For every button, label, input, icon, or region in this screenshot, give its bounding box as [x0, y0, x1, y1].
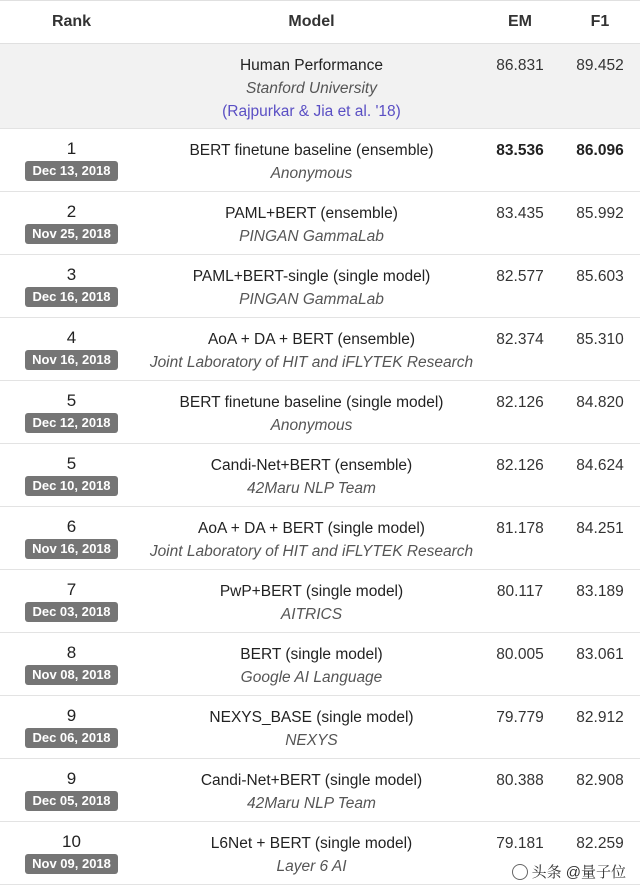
rank-number: 5	[66, 454, 77, 473]
model-organization: Anonymous	[270, 417, 353, 434]
rank-number: 3	[66, 265, 77, 284]
em-score: 83.435	[496, 205, 544, 222]
table-row	[0, 570, 640, 633]
model-organization: 42Maru NLP Team	[247, 480, 376, 497]
submission-date-badge: Nov 08, 2018	[25, 665, 118, 685]
model-name[interactable]: Candi-Net+BERT (single model)	[200, 772, 423, 789]
model-organization: Stanford University	[246, 80, 377, 97]
model-name: Human Performance	[239, 57, 383, 74]
rank-cell	[0, 318, 143, 380]
table-row	[0, 507, 640, 570]
rank-number: 10	[62, 832, 81, 851]
model-cell	[143, 633, 480, 695]
rank-number: 8	[66, 643, 77, 662]
submission-date-badge: Nov 25, 2018	[25, 224, 118, 244]
submission-date-badge: Dec 12, 2018	[25, 413, 117, 433]
model-cell	[143, 318, 480, 380]
model-organization: NEXYS	[285, 732, 338, 749]
submission-date-badge: Dec 03, 2018	[25, 602, 117, 622]
model-cell	[143, 192, 480, 254]
model-cell	[143, 570, 480, 632]
f1-score: 84.251	[576, 520, 624, 537]
f1-score: 83.061	[576, 646, 624, 663]
model-name[interactable]: PAML+BERT-single (single model)	[192, 268, 431, 285]
model-cell	[143, 444, 480, 506]
model-name[interactable]: L6Net + BERT (single model)	[210, 835, 413, 852]
rank-number: 1	[66, 139, 77, 158]
submission-date-badge: Nov 16, 2018	[25, 539, 118, 559]
f1-score: 84.624	[576, 457, 624, 474]
em-score: 79.181	[496, 835, 544, 852]
model-cell	[143, 759, 480, 821]
table-row	[0, 444, 640, 507]
rank-number: 2	[66, 202, 77, 221]
rank-column-header[interactable]: Rank	[51, 13, 92, 30]
f1-score: 89.452	[576, 57, 624, 74]
model-cell	[143, 696, 480, 758]
submission-date-badge: Dec 13, 2018	[25, 161, 117, 181]
em-score: 80.005	[496, 646, 544, 663]
leaderboard-rows	[0, 129, 640, 885]
table-row	[0, 129, 640, 192]
model-cell	[143, 507, 480, 569]
watermark-text: 头条 @量子位	[531, 864, 626, 881]
model-name[interactable]: PAML+BERT (ensemble)	[225, 205, 398, 222]
em-score: 86.831	[496, 57, 544, 74]
rank-number: 9	[66, 769, 77, 788]
submission-date-badge: Dec 06, 2018	[25, 728, 117, 748]
f1-score: 84.820	[576, 394, 624, 411]
rank-cell	[0, 192, 143, 254]
watermark	[512, 861, 626, 882]
f1-score: 85.310	[576, 331, 624, 348]
rank-number: 5	[66, 391, 77, 410]
rank-number: 7	[66, 580, 77, 599]
rank-cell	[0, 444, 143, 506]
model-organization: PINGAN GammaLab	[239, 291, 384, 308]
model-name[interactable]: PwP+BERT (single model)	[219, 583, 404, 600]
table-row	[0, 381, 640, 444]
f1-score: 82.912	[576, 709, 624, 726]
model-name[interactable]: AoA + DA + BERT (ensemble)	[207, 331, 416, 348]
model-name[interactable]: BERT finetune baseline (ensemble)	[189, 142, 434, 159]
table-row	[0, 318, 640, 381]
rank-cell	[0, 381, 143, 443]
model-cell	[143, 129, 480, 191]
rank-cell	[0, 570, 143, 632]
em-score: 81.178	[496, 520, 544, 537]
table-row	[0, 192, 640, 255]
f1-score: 86.096	[576, 142, 624, 159]
model-organization: Joint Laboratory of HIT and iFLYTEK Research	[149, 543, 474, 560]
f1-column-header[interactable]: F1	[590, 13, 610, 30]
em-score: 80.117	[496, 583, 544, 600]
model-column-header[interactable]: Model	[288, 13, 335, 30]
rank-cell	[0, 696, 143, 758]
circle-logo-icon	[512, 864, 528, 880]
citation-link[interactable]: (Rajpurkar & Jia et al. '18)	[222, 103, 401, 120]
model-organization: AITRICS	[280, 606, 343, 623]
table-row	[0, 696, 640, 759]
model-name[interactable]: Candi-Net+BERT (ensemble)	[210, 457, 413, 474]
rank-cell	[0, 44, 143, 128]
f1-score: 85.603	[576, 268, 624, 285]
model-organization: Layer 6 AI	[276, 858, 347, 875]
model-organization: Google AI Language	[240, 669, 383, 686]
submission-date-badge: Dec 05, 2018	[25, 791, 117, 811]
f1-score: 82.259	[576, 835, 624, 852]
em-score: 82.126	[496, 457, 544, 474]
em-score: 80.388	[496, 772, 544, 789]
submission-date-badge: Dec 10, 2018	[25, 476, 117, 496]
em-score: 82.577	[496, 268, 544, 285]
rank-cell	[0, 129, 143, 191]
table-row	[0, 759, 640, 822]
model-organization: 42Maru NLP Team	[247, 795, 376, 812]
em-column-header[interactable]: EM	[508, 13, 532, 30]
model-organization: Joint Laboratory of HIT and iFLYTEK Research	[149, 354, 474, 371]
f1-score: 83.189	[576, 583, 624, 600]
submission-date-badge: Nov 09, 2018	[25, 854, 118, 874]
rank-cell	[0, 507, 143, 569]
rank-number: 9	[66, 706, 77, 725]
em-score: 83.536	[496, 142, 544, 159]
table-row	[0, 633, 640, 696]
model-name[interactable]: BERT finetune baseline (single model)	[179, 394, 444, 411]
em-score: 82.374	[496, 331, 544, 348]
rank-number: 4	[66, 328, 77, 347]
model-name[interactable]: AoA + DA + BERT (single model)	[198, 520, 425, 537]
model-organization: Anonymous	[270, 165, 353, 182]
model-name[interactable]: NEXYS_BASE (single model)	[209, 709, 414, 726]
rank-cell	[0, 822, 143, 884]
model-cell	[143, 255, 480, 317]
model-organization: PINGAN GammaLab	[239, 228, 384, 245]
table-row	[0, 255, 640, 318]
rank-cell	[0, 633, 143, 695]
submission-date-badge: Nov 16, 2018	[25, 350, 118, 370]
rank-cell	[0, 759, 143, 821]
f1-score: 82.908	[576, 772, 624, 789]
submission-date-badge: Dec 16, 2018	[25, 287, 117, 307]
rank-number: 6	[66, 517, 77, 536]
model-name[interactable]: BERT (single model)	[240, 646, 383, 663]
model-cell	[143, 44, 480, 128]
table-header	[0, 0, 640, 44]
model-cell	[143, 822, 480, 884]
rank-cell	[0, 255, 143, 317]
human-performance-row	[0, 44, 640, 129]
model-cell	[143, 381, 480, 443]
f1-score: 85.992	[576, 205, 624, 222]
em-score: 79.779	[496, 709, 544, 726]
em-score: 82.126	[496, 394, 544, 411]
